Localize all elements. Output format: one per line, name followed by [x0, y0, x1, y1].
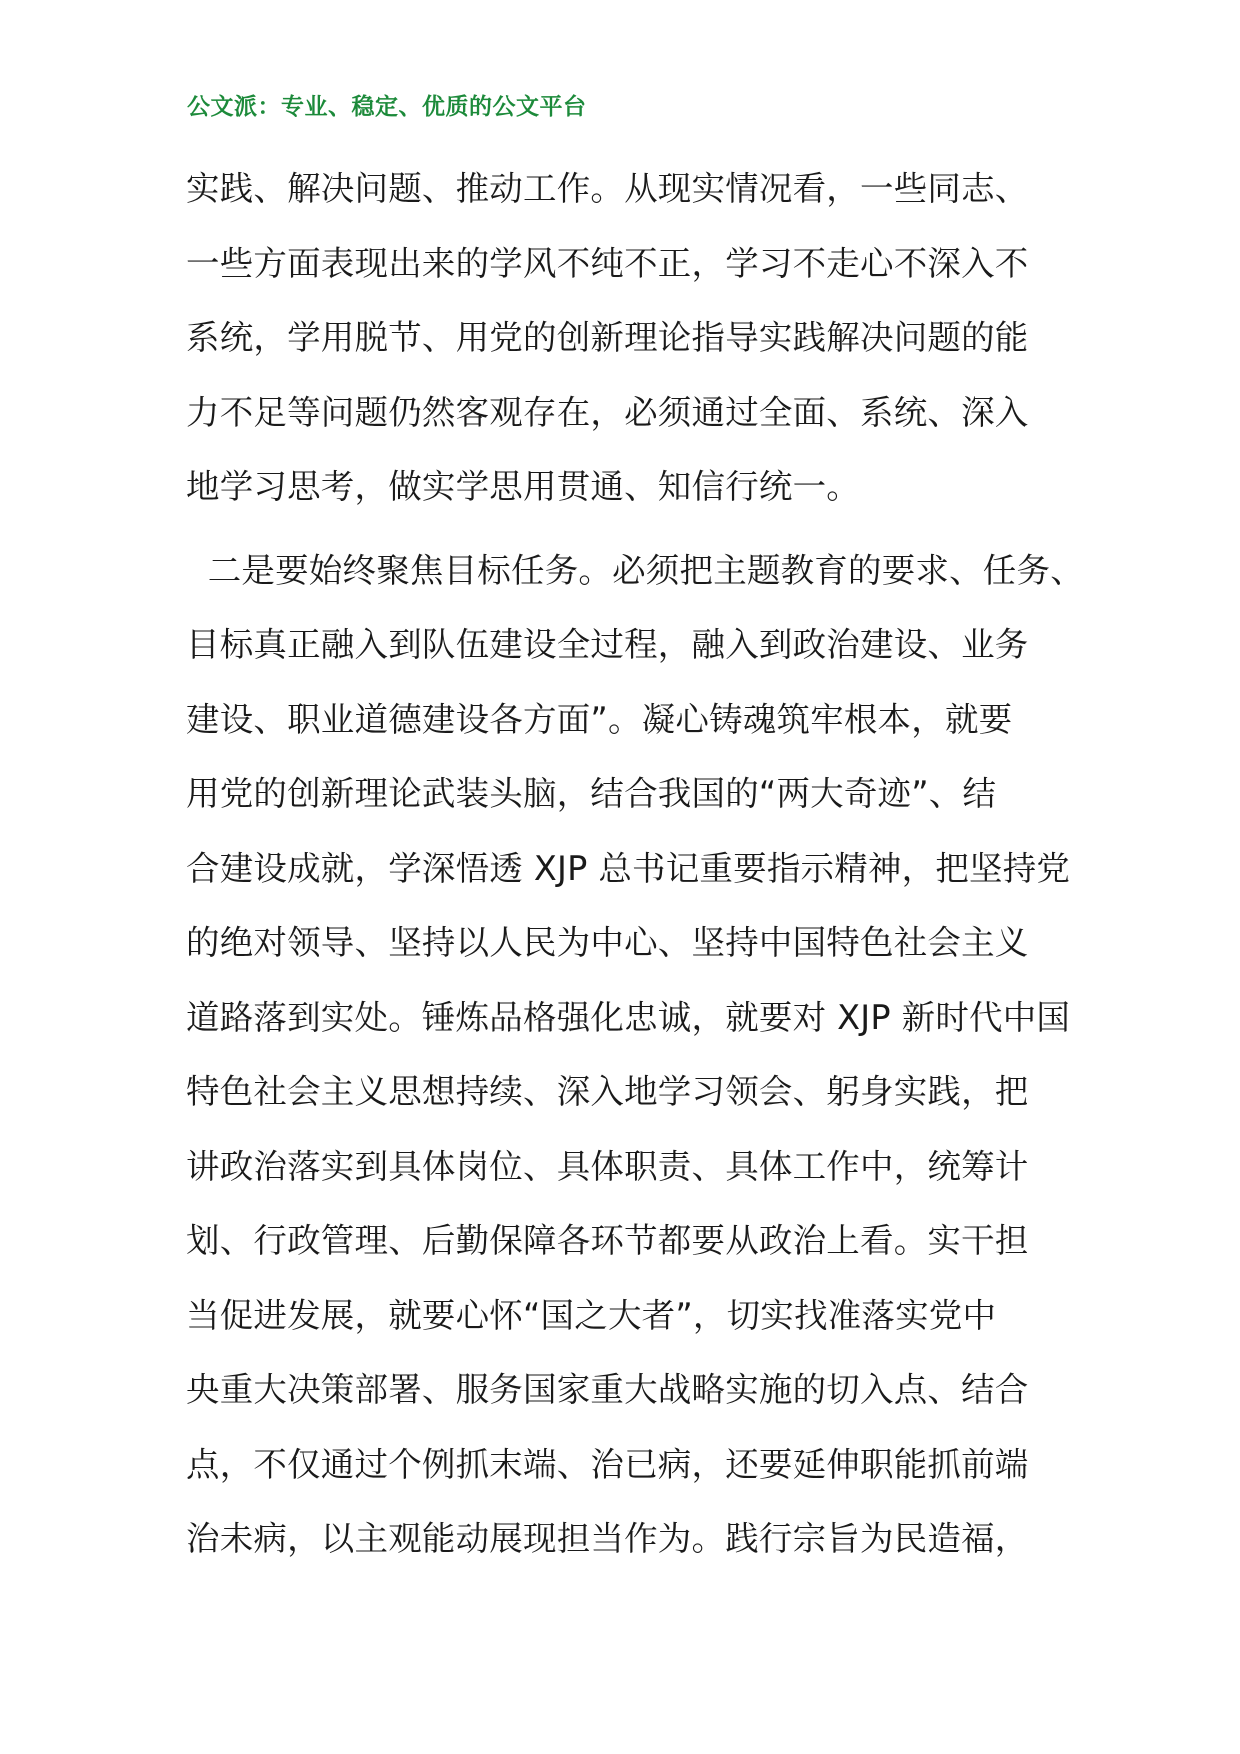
- text-line: 的绝对领导、坚持以人民为中心、坚持中国特色社会主义: [186, 923, 1029, 962]
- text-line: 划、行政管理、后勤保障各环节都要从政治上看。实干担: [186, 1221, 1029, 1260]
- text-line: 一些方面表现出来的学风不纯不正，学习不走心不深入不: [186, 243, 1029, 283]
- text-line: 治未病，以主观能动展现担当作为。践行宗旨为民造福，: [186, 1519, 1029, 1558]
- text-line: 央重大决策部署、服务国家重大战略实施的切入点、结合: [186, 1370, 1029, 1409]
- text-line: 实践、解决问题、推动工作。从现实情况看，一些同志、: [186, 169, 1029, 208]
- text-line: 合建设成就，学深悟透 XJP 总书记重要指示精神，把坚持党: [186, 848, 1071, 888]
- document-header: 公文派：专业、稳定、优质的公文平台: [187, 94, 587, 120]
- paragraph-1: [186, 168, 1086, 541]
- paragraph-2: [186, 550, 1086, 1593]
- document-body: [186, 168, 1086, 1593]
- text-line: 力不足等问题仍然客观存在，必须通过全面、系统、深入: [186, 392, 1029, 432]
- text-line: 系统，学用脱节、用党的创新理论指导实践解决问题的能: [186, 318, 1029, 357]
- text-line: 二是要始终聚焦目标任务。必须把主题教育的要求、任务、: [186, 550, 1084, 590]
- text-line: 用党的创新理论武装头脑，结合我国的“两大奇迹”、结: [186, 774, 997, 813]
- text-line: 当促进发展，就要心怀“国之大者”，切实找准落实党中: [186, 1295, 997, 1335]
- text-line: 道路落到实处。锤炼品格强化忠诚，就要对 XJP 新时代中国: [186, 997, 1071, 1037]
- paragraph-gap: [186, 541, 1086, 550]
- text-line: 特色社会主义思想持续、深入地学习领会、躬身实践，把: [186, 1072, 1029, 1111]
- text-line: 地学习思考，做实学思用贯通、知信行统一。: [186, 467, 860, 506]
- text-line: 讲政治落实到具体岗位、具体职责、具体工作中，统筹计: [186, 1146, 1029, 1186]
- text-line: 点，不仅通过个例抓末端、治已病，还要延伸职能抓前端: [186, 1444, 1029, 1484]
- text-line: 目标真正融入到队伍建设全过程，融入到政治建设、业务: [186, 625, 1029, 664]
- text-line: 建设、职业道德建设各方面”。凝心铸魂筑牢根本，就要: [186, 699, 1013, 739]
